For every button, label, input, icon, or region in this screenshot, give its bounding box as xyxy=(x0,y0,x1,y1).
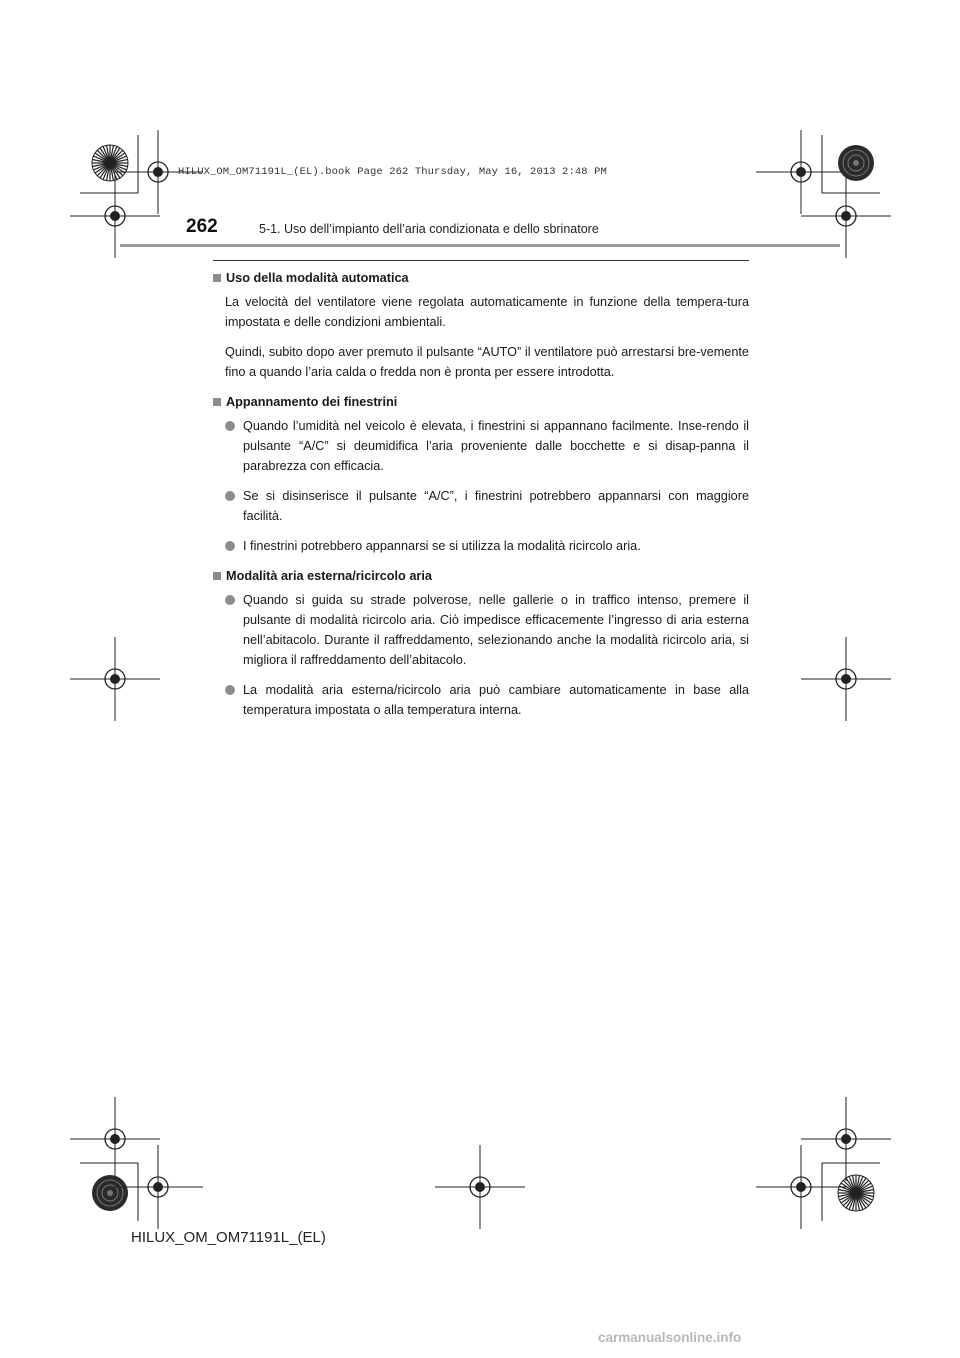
square-bullet-icon xyxy=(213,572,221,580)
running-header: 5-1. Uso dell’impianto dell’aria condizionata e dello sbrinatore xyxy=(259,222,599,236)
section-automatic-mode xyxy=(213,268,749,382)
square-bullet-icon xyxy=(213,274,221,282)
header-rule xyxy=(120,244,840,247)
content-top-rule xyxy=(213,260,749,261)
document-code: HILUX_OM_OM71191L_(EL) xyxy=(131,1229,326,1246)
star-target-icon xyxy=(838,1175,874,1211)
watermark: carmanualsonline.info xyxy=(598,1330,742,1345)
circle-bullet-icon xyxy=(225,541,235,551)
section-heading: Appannamento dei finestrini xyxy=(213,392,749,412)
circle-bullet-icon xyxy=(225,421,235,431)
list-item: Se si disinserisce il pulsante “A/C”, i finestrini potrebbero appannarsi con maggiore facilità. xyxy=(225,486,749,526)
list-item: Quando l’umidità nel veicolo è elevata, i finestrini si appannano facilmente. Inse-rendo il pulsante “A/C” si deumidifica l’aria proveniente dalle bocchette e si disap-panna il parabrezza con efficacia. xyxy=(225,416,749,476)
section-heading: Modalità aria esterna/ricircolo aria xyxy=(213,566,749,586)
section-heading: Uso della modalità automatica xyxy=(213,268,749,288)
page-number: 262 xyxy=(186,216,218,237)
registration-mark-icon xyxy=(435,1145,525,1229)
paragraph: Quindi, subito dopo aver premuto il pulsante “AUTO” il ventilatore può arrestarsi bre-vemente fino a quando l’aria calda o fredda non è pronta per essere introdotta. xyxy=(225,345,749,379)
registration-mark-icon xyxy=(801,637,891,721)
list-item: La modalità aria esterna/ricircolo aria può cambiare automaticamente in base alla temperatura impostata o alla temperatura interna. xyxy=(225,680,749,720)
dark-target-icon xyxy=(92,1175,128,1211)
registration-mark-icon xyxy=(756,1145,846,1229)
circle-bullet-icon xyxy=(225,685,235,695)
star-target-icon xyxy=(92,145,128,181)
paragraph: La velocità del ventilatore viene regolata automaticamente in funzione della tempera-tura impostata e delle condizioni ambientali. xyxy=(225,295,749,329)
list-item: I finestrini potrebbero appannarsi se si utilizza la modalità ricircolo aria. xyxy=(225,536,749,556)
square-bullet-icon xyxy=(213,398,221,406)
list-item: Quando si guida su strade polverose, nelle gallerie o in traffico intenso, premere il pulsante di modalità ricircolo aria. Ciò impedisce efficacemente l’ingresso di aria esterna nell’abitacolo. Durante il raffreddamento, selezionando anche la modalità ricircolo aria, si migliora il raffreddamento dell’abitacolo. xyxy=(225,590,749,670)
section-air-recirculation xyxy=(213,566,749,720)
registration-mark-icon xyxy=(756,130,846,214)
registration-mark-icon xyxy=(113,1145,203,1229)
page-content xyxy=(213,268,749,730)
circle-bullet-icon xyxy=(225,491,235,501)
registration-mark-icon xyxy=(70,1097,160,1181)
circle-bullet-icon xyxy=(225,595,235,605)
dark-target-icon xyxy=(838,145,874,181)
registration-mark-icon xyxy=(801,1097,891,1181)
registration-mark-icon xyxy=(70,637,160,721)
section-window-fogging xyxy=(213,392,749,556)
file-stamp: HILUX_OM_OM71191L_(EL).book Page 262 Thursday, May 16, 2013 2:48 PM xyxy=(178,166,607,178)
